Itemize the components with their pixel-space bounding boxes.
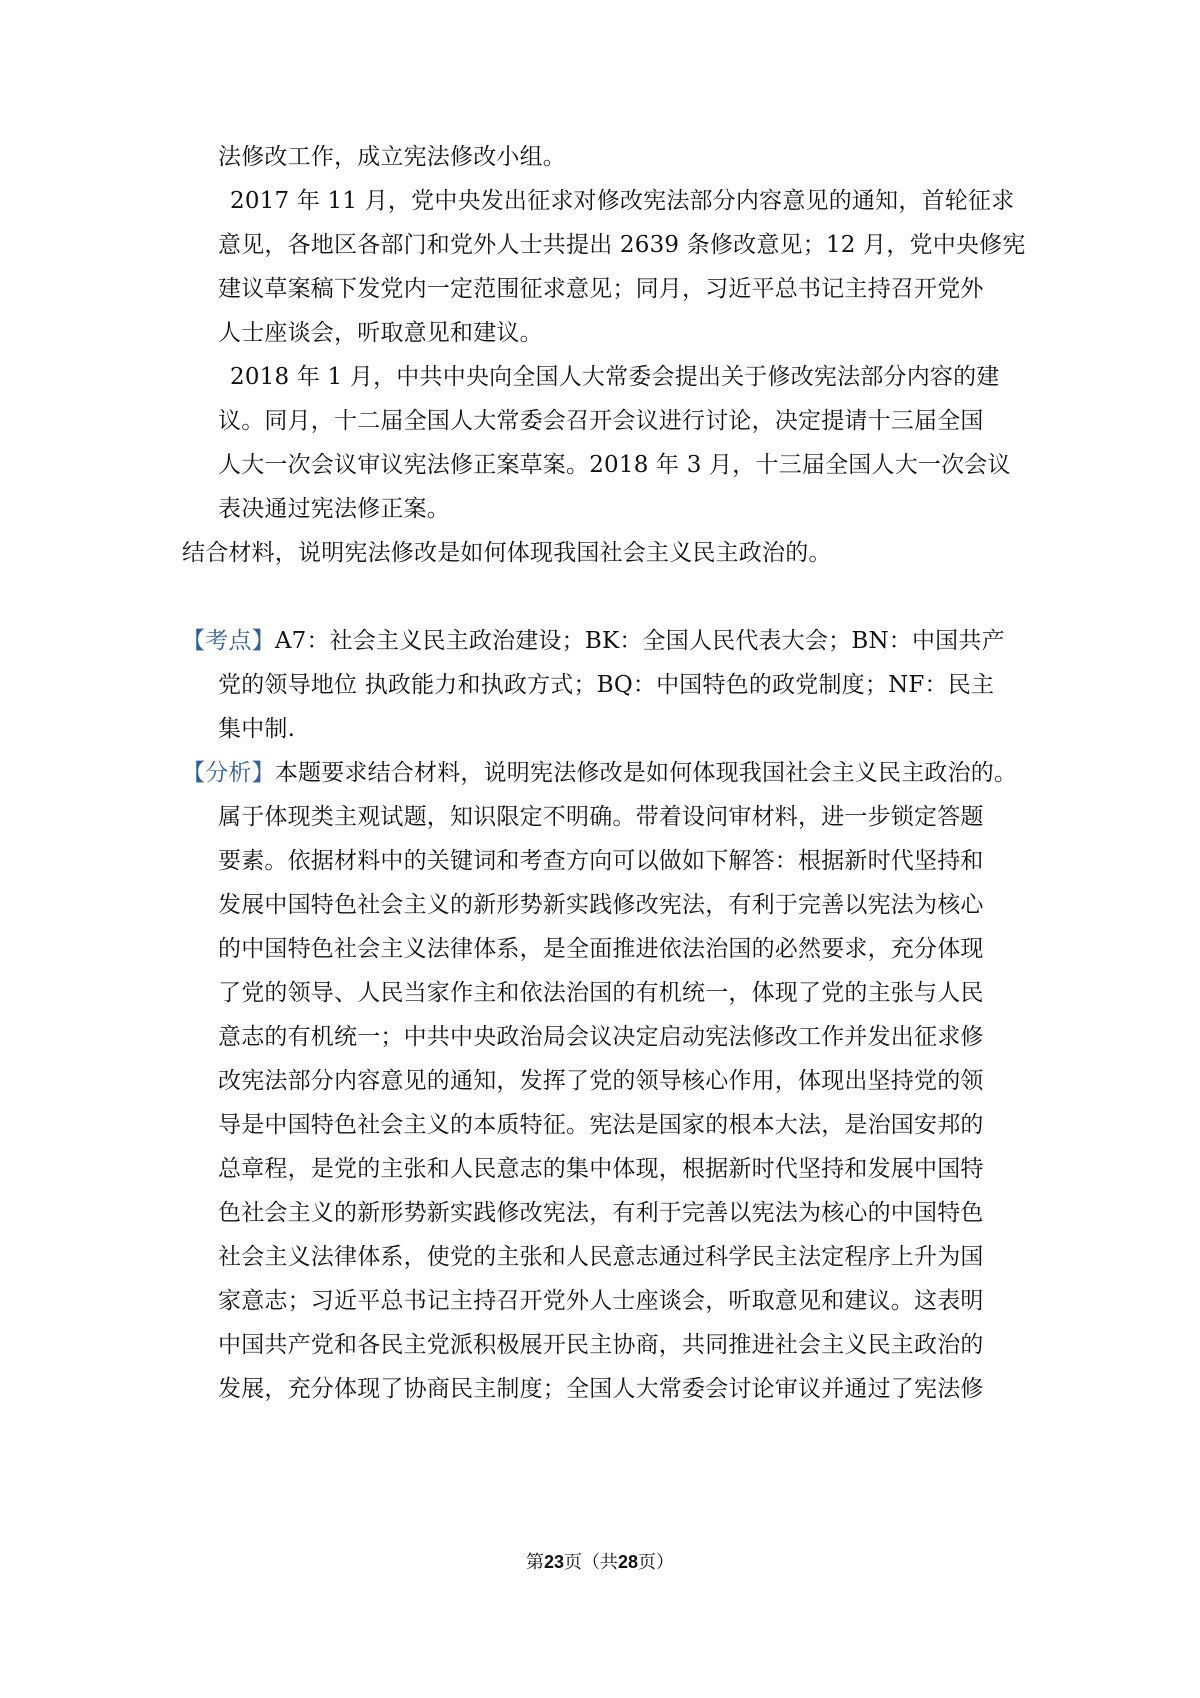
fenxi-text: 本题要求结合材料，说明宪法修改是如何体现我国社会主义民主政治的。 xyxy=(274,760,1018,786)
fenxi-line: 发展，充分体现了协商民主制度；全国人大常委会讨论审议并通过了宪法修 xyxy=(218,1376,984,1402)
material-line: 议。同月，十二届全国人大常委会召开会议进行讨论，决定提请十三届全国 xyxy=(218,408,984,434)
footer-total-pages: 28 xyxy=(618,1552,639,1572)
material-line: 表决通过宪法修正案。 xyxy=(218,496,450,522)
fenxi-line: 改宪法部分内容意见的通知，发挥了党的领导核心作用，体现出坚持党的领 xyxy=(218,1068,984,1094)
kaodian-label: 【考点】 xyxy=(182,628,275,654)
fenxi-line: 发展中国特色社会主义的新形势新实践修改宪法，有利于完善以宪法为核心 xyxy=(218,892,984,918)
kaodian-line-1 xyxy=(182,626,1005,656)
fenxi-line: 意志的有机统一；中共中央政治局会议决定启动宪法修改工作并发出征求修 xyxy=(218,1024,984,1050)
page-footer xyxy=(0,1550,1200,1575)
fenxi-line: 社会主义法律体系，使党的主张和人民意志通过科学民主法定程序上升为国 xyxy=(218,1244,984,1270)
fenxi-line: 色社会主义的新形势新实践修改宪法，有利于完善以宪法为核心的中国特色 xyxy=(218,1200,984,1226)
material-line: 意见，各地区各部门和党外人士共提出 2639 条修改意见；12 月，党中央修宪 xyxy=(218,232,1026,258)
fenxi-line: 要素。依据材料中的关键词和考查方向可以做如下解答：根据新时代坚持和 xyxy=(218,848,984,874)
footer-suffix: 页） xyxy=(638,1552,675,1573)
fenxi-line: 属于体现类主观试题，知识限定不明确。带着设问审材料，进一步锁定答题 xyxy=(218,804,984,830)
fenxi-line: 的中国特色社会主义法律体系，是全面推进依法治国的必然要求，充分体现 xyxy=(218,936,984,962)
question-text: 结合材料，说明宪法修改是如何体现我国社会主义民主政治的。 xyxy=(182,540,832,566)
fenxi-label: 【分析】 xyxy=(182,760,275,786)
fenxi-line: 了党的领导、人民当家作主和依法治国的有机统一，体现了党的主张与人民 xyxy=(218,980,984,1006)
kaodian-text: A7：社会主义民主政治建设；BK：全国人民代表大会；BN：中国共产 xyxy=(274,628,1005,654)
fenxi-line: 总章程，是党的主张和人民意志的集中体现，根据新时代坚持和发展中国特 xyxy=(218,1156,984,1182)
material-line: 法修改工作，成立宪法修改小组。 xyxy=(218,144,566,170)
kaodian-line: 集中制. xyxy=(218,716,296,742)
fenxi-line: 家意志；习近平总书记主持召开党外人士座谈会，听取意见和建议。这表明 xyxy=(218,1288,984,1314)
material-line: 人士座谈会，听取意见和建议。 xyxy=(218,320,543,346)
fenxi-line: 中国共产党和各民主党派积极展开民主协商，共同推进社会主义民主政治的 xyxy=(218,1332,984,1358)
fenxi-line: 导是中国特色社会主义的本质特征。宪法是国家的根本大法，是治国安邦的 xyxy=(218,1112,984,1138)
material-line: 2017 年 11 月，党中央发出征求对修改宪法部分内容意见的通知，首轮征求 xyxy=(230,188,1015,214)
fenxi-line-1 xyxy=(182,758,1017,788)
material-line: 人大一次会议审议宪法修正案草案。2018 年 3 月，十三届全国人大一次会议 xyxy=(218,452,1011,478)
kaodian-line: 党的领导地位 执政能力和执政方式；BQ：中国特色的政党制度；NF：民主 xyxy=(218,672,995,698)
footer-middle: 页（共 xyxy=(564,1552,618,1573)
footer-page-number: 23 xyxy=(543,1552,564,1572)
footer-prefix: 第 xyxy=(525,1552,544,1573)
material-line: 2018 年 1 月，中共中央向全国人大常委会提出关于修改宪法部分内容的建 xyxy=(230,364,1000,390)
material-line: 建议草案稿下发党内一定范围征求意见；同月，习近平总书记主持召开党外 xyxy=(218,276,984,302)
